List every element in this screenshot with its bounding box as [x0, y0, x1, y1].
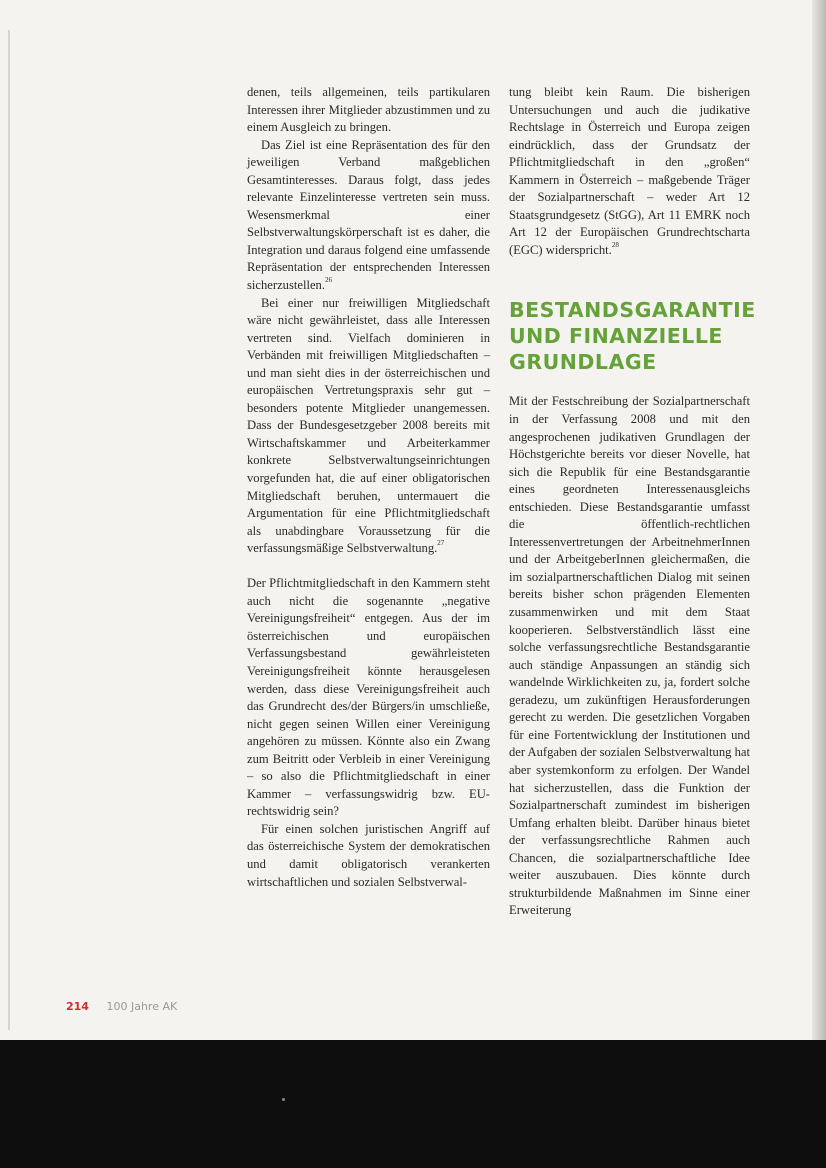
running-title: 100 Jahre AK — [106, 1000, 178, 1013]
paragraph: Der Pflichtmitgliedschaft in den Kammern steht auch nicht die sogenannte „negative Vereinigungsfreiheit“ entgegen. Aus der im österreichischen und europäischen Verfassungsbestand gewährleisteten Vereinigungsfreiheit könnte herausgelesen werden, dass diese Vereinigungsfreiheit auch das Grundrecht des/der Bürgers/in umschließe, nicht gegen seinen Willen einer Vereinigung angehören zu müssen. Könnte also ein Zwang zum Beitritt oder Verbleib in einer Vereinigung – so also die Pflichtmitgliedschaft in einer Kammer – verfassungswidrig bzw. EU-rechtswidrig sein? — [247, 576, 490, 819]
footnote-ref: 26 — [324, 276, 332, 285]
footnote-ref: 27 — [437, 539, 445, 548]
right-column — [509, 84, 756, 920]
scan-dust-speck — [282, 1098, 285, 1101]
heading-line: BESTANDSGARANTIE — [509, 298, 756, 323]
footnote-ref: 28 — [611, 240, 619, 249]
paragraph: Für einen solchen juristischen Angriff auf das österreichische System der demokratischen und damit obligatorisch verankerten wirtschaftlichen und sozialen Selbstverwal- — [247, 821, 490, 889]
page-edge-shadow — [812, 0, 826, 1040]
section-heading — [509, 297, 756, 375]
paragraph: tung bleibt kein Raum. Die bisherigen Untersuchungen und auch die judikative Rechtslage in Österreich und Europa zeigen eindrücklich, dass der Grundsatz der Pflichtmitgliedschaft in den „großen“ Kammern in Österreich – maßgebende Träger der Sozialpartnerschaft – weder Art 12 Staatsgrundgesetz (StGG), Art 11 EMRK noch Art 12 der Europäischen Grundrechtscharta (EGC) widerspricht.$^{28}$ — [509, 85, 750, 257]
paragraph: Bei einer nur freiwilligen Mitgliedschaft wäre nicht gewährleistet, dass alle Interessen vertreten sind. Vielfach dominieren in Verbänden mit freiwilligen Mitgliedschaften – und man sieht dies in der österreichischen und europäischen Vertretungspraxis sehr gut – besonders potente Mitglieder unangemessen. Dass der Bundesgesetzgeber 2008 bereits mit Wirtschaftskammer und Arbeiterkammer konkrete Selbstverwaltungseinrichtungen vorgefunden hat, die auf einer obligatorischen Mitgliedschaft beruhen, untermauert die Argumentation für eine Pflichtmitgliedschaft als unabdingbare Voraussetzung für die verfassungsmäßige Selbstverwaltung.$^{27}$ — [247, 295, 490, 556]
page-gutter-shadow — [8, 30, 10, 1030]
paragraph: Das Ziel ist eine Repräsentation des für den jeweiligen Verband maßgeblichen Gesamtinteresses. Daraus folgt, dass jedes relevante Einzelinteresse vertreten sein muss. Wesensmerkmal einer Selbstverwaltungskörperschaft ist es daher, die Integration und daraus folgend eine umfassende Repräsentation der entsprechenden Interessen sicherzustellen.$^{26}$ — [247, 137, 490, 293]
left-column — [247, 84, 490, 891]
page-number: 214 — [66, 1000, 89, 1013]
paragraph: denen, teils allgemeinen, teils partikularen Interessen ihrer Mitglieder abzustimmen und zu einem Ausgleich zu bringen. — [247, 85, 490, 135]
heading-line: UND FINANZIELLE — [509, 324, 723, 349]
scan-background — [0, 1040, 826, 1168]
paragraph: Mit der Festschreibung der Sozialpartnerschaft in der Verfassung 2008 und mit den angesprochenen judikativen Grundlagen der Höchstgerichte bereits vor dieser Novelle, hat sich die Republik für eine Bestandsgarantie eines geordneten Interessenausgleichs entschieden. Diese Bestandsgarantie umfasst die öffentlich-rechtlichen Interessenvertretungen der ArbeitnehmerInnen und der ArbeitgeberInnen gleichermaßen, die im sozialpartnerschaftlichen Dialog mit seinen bereits bisher schon prägenden Elementen zusammenwirken und mit dem Staat kooperieren. Selbstverständlich lässt eine solche verfassungsrechtliche Bestandsgarantie auch ständige Anpassungen an ständig sich wandelnde Wirklichkeiten zu, ja, fordert solche geradezu, um zukünftigen Herausforderungen gerecht zu werden. Die gesetzlichen Vorgaben für eine Fortentwicklung der Institutionen und der Aufgaben der sozialen Selbstverwaltung hat aber systemkonform zu erfolgen. Der Wandel hat sicherzustellen, dass die Funktion der Sozialpartnerschaft zumindest im bisherigen Umfang erhalten bleibt. Darüber hinaus bietet der verfassungsrechtliche Rahmen auch Chancen, die sozialpartnerschaftliche Idee weiter auszubauen. Dies könnte durch strukturbildende Maßnahmen im Sinne einer Erweiterung — [509, 394, 750, 918]
heading-line: GRUNDLAGE — [509, 350, 657, 375]
page-footer — [66, 1000, 177, 1013]
